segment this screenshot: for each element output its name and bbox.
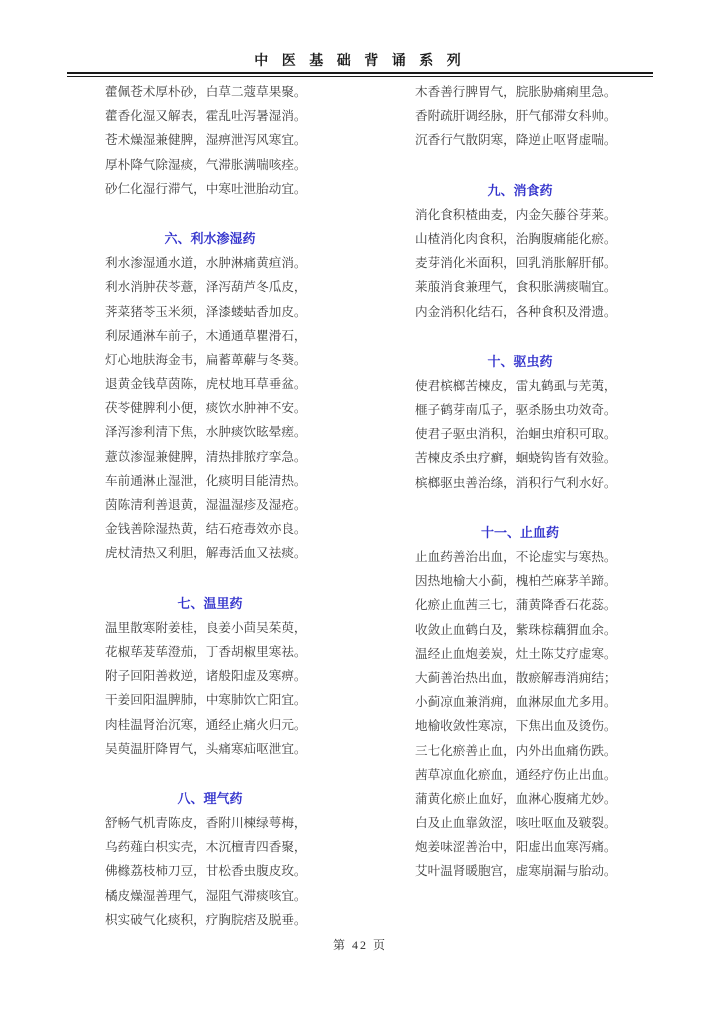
verse-line: 艾叶温肾暖胞宫，虚寒崩漏与胎动。 (415, 864, 617, 879)
verse-line: 花椒荜茇荜澄茄，丁香胡椒里寒祛。 (105, 644, 307, 659)
verse-line: 佛橼荔枝柿刀豆，甘松香虫腹皮玫。 (105, 864, 307, 879)
verse-line: 蒲黄化瘀止血好，血淋心腹痛尤妙。 (415, 791, 617, 806)
verse-line: 温经止血炮姜炭，灶土陈艾疗虚寒。 (415, 646, 617, 661)
verse-lines (105, 80, 315, 201)
verse-line: 附子回阳善救逆，诸般阳虚及寒痹。 (105, 669, 307, 684)
verse-line: 小蓟凉血兼消痈，血淋尿血尤多用。 (415, 695, 617, 710)
verse-section (105, 80, 315, 201)
verse-line: 茵陈清利善退黄，湿温湿疹及湿疮。 (105, 498, 307, 512)
section-heading: 七、温里药 (177, 595, 243, 611)
verse-lines (415, 80, 625, 153)
verse-line: 白及止血靠敛涩，咳吐呕血及皲裂。 (415, 816, 617, 831)
verse-line: 金钱善除湿热黄，结石疮毒效亦良。 (105, 522, 307, 537)
verse-line: 因热地榆大小蓟，槐柏苎麻茅羊蹄。 (415, 574, 617, 589)
verse-lines (415, 374, 625, 495)
verse-lines (105, 251, 315, 565)
verse-line: 乌药薤白枳实壳，木沉檀青四香聚， (105, 840, 307, 855)
verse-line: 吴萸温肝降胃气，头痛寒疝呕泄宜。 (105, 741, 307, 756)
verse-line: 莱菔消食兼理气，食积胀满痰喘宜。 (415, 280, 617, 295)
verse-line: 利水消肿茯苓薏，泽泻葫芦冬瓜皮， (105, 280, 307, 295)
section-heading: 八、理气药 (177, 790, 243, 806)
verse-line: 止血药善治出血，不论虚实与寒热。 (415, 550, 617, 564)
page-title: 中 医 基 础 背 诵 系 列 (254, 54, 466, 69)
verse-line: 干姜回阳温脾肺，中寒肺饮亡阳宜。 (105, 693, 307, 708)
verse-line: 麦芽消化米面积，回乳消胀解肝郁。 (415, 256, 617, 271)
section-heading: 九、消食药 (487, 182, 553, 198)
verse-line: 利尿通淋车前子，木通通草瞿滑石， (105, 328, 307, 343)
verse-line: 车前通淋止湿泄，化痰明目能清热。 (105, 473, 307, 488)
verse-lines (415, 203, 625, 324)
verse-lines (105, 811, 315, 932)
verse-line: 橘皮燥湿善理气，湿阻气滞痰咳宜。 (105, 888, 307, 903)
verse-line: 沉香行气散阴寒，降逆止呕肾虚喘。 (415, 133, 617, 148)
verse-line: 灯心地肤海金韦，扁蓄萆薢与冬葵。 (105, 352, 307, 367)
verse-line: 薏苡渗湿兼健脾，清热排脓疗挛急。 (105, 449, 307, 464)
verse-line: 内金消积化结石，各种食积及滑遗。 (415, 304, 617, 319)
verse-line: 退黄金钱草茵陈，虎杖地耳草垂盆。 (105, 377, 307, 392)
verse-line: 消化食积楂曲麦，内金矢藤谷芽莱。 (415, 207, 617, 222)
verse-line: 榧子鹤芽南瓜子，驱杀肠虫功效奇。 (415, 403, 617, 418)
verse-line: 苦楝皮杀虫疗癣，蛔蛲钩皆有效验。 (415, 451, 617, 466)
verse-line: 肉桂温肾治沉寒，通经止痛火归元。 (105, 717, 307, 732)
verse-line: 香附疏肝调经脉，肝气郁滞女科帅。 (415, 109, 617, 124)
verse-line: 虎杖清热又利胆，解毒活血又祛痰。 (105, 546, 307, 561)
page-footer (0, 936, 720, 953)
verse-line: 厚朴降气除湿痰，气滞胀满喘咳痊。 (105, 157, 307, 172)
verse-line: 舒畅气机青陈皮，香附川楝绿萼梅， (105, 816, 307, 831)
verse-line: 化瘀止血茜三七，蒲黄降香石花蕊。 (415, 598, 617, 613)
verse-lines (105, 616, 315, 761)
verse-line: 藿香化湿又解表，霍乱吐泻暑湿消。 (105, 109, 307, 124)
verse-line: 三七化瘀善止血，内外出血痛伤跌。 (415, 743, 617, 758)
section-heading: 六、利水渗湿药 (164, 230, 256, 246)
verse-section (105, 787, 315, 932)
verse-line: 炮姜味涩善治中，阳虚出血寒泻痛。 (415, 840, 617, 855)
verse-section (415, 521, 625, 884)
verse-line: 利水渗湿通水道，水肿淋痛黄疸消。 (105, 256, 307, 271)
verse-line: 苍术燥湿兼健脾，湿痹泄泻风寒宜。 (105, 133, 307, 148)
header-rule (67, 72, 653, 77)
verse-line: 荠菜猪苓玉米须，泽漆蝼蛄香加皮。 (105, 304, 307, 319)
verse-section (415, 179, 625, 324)
verse-line: 茯苓健脾利小便，痰饮水肿神不安。 (105, 401, 307, 416)
verse-section (415, 350, 625, 495)
verse-line: 枳实破气化痰积，疗胸脘痞及脱垂。 (105, 912, 307, 927)
section-heading: 十、驱虫药 (487, 353, 553, 369)
verse-line: 温里散寒附姜桂，良姜小茴吴茱萸， (105, 620, 307, 635)
verse-section (415, 80, 625, 153)
verse-section (105, 592, 315, 761)
section-heading: 十一、止血药 (480, 524, 559, 540)
verse-line: 泽泻渗利清下焦，水肿痰饮眩晕瘥。 (105, 425, 307, 440)
verse-line: 山楂消化肉食积，治胸腹痛能化瘀。 (415, 231, 617, 246)
verse-line: 藿佩苍术厚朴砂，白草二蔻草果聚。 (105, 85, 307, 99)
page-number: 第 42 页 (332, 938, 387, 952)
left-column (105, 80, 315, 932)
verse-line: 大蓟善治热出血，散瘀解毒消痈结； (415, 670, 617, 685)
verse-lines (415, 545, 625, 884)
verse-line: 木香善行脾胃气，脘胀胁痛痢里急。 (415, 85, 617, 99)
verse-section (105, 227, 315, 566)
verse-line: 使君槟榔苦楝皮，雷丸鹤虱与芜荑， (415, 378, 617, 393)
verse-line: 地榆收敛性寒凉，下焦出血及烫伤。 (415, 719, 617, 734)
verse-line: 槟榔驱虫善治绦，消积行气利水好。 (415, 475, 617, 490)
verse-line: 茜草凉血化瘀血，通经疗伤止出血。 (415, 767, 617, 782)
right-column (415, 80, 625, 884)
verse-line: 使君子驱虫消积，治蛔虫疳积可取。 (415, 427, 617, 442)
verse-line: 砂仁化湿行滞气，中寒吐泄胎动宜。 (105, 181, 307, 196)
verse-line: 收敛止血鹤白及，紫珠棕藕猬血余。 (415, 622, 617, 637)
